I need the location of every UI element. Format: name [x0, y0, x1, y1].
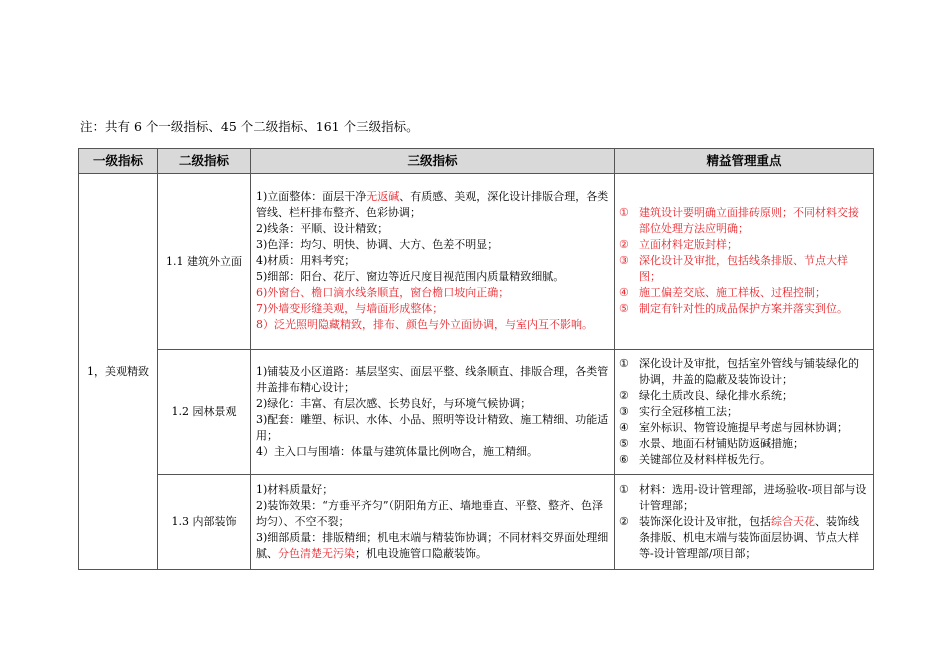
table-row — [79, 174, 874, 350]
level3-text: 3)配套：雕塑、标识、水体、小品、照明等设计精致、施工精细、功能适用； — [256, 412, 609, 442]
focus-item — [619, 237, 869, 253]
level3-item — [256, 444, 609, 460]
level3-text: 分色清楚无污染 — [278, 546, 355, 560]
item-number: ⑥ — [619, 452, 629, 466]
level3-text: 2)绿化：丰富、有层次感、长势良好，与环境气候协调； — [256, 396, 532, 410]
level3-text: 2)线条：平顺、设计精致； — [256, 222, 389, 235]
focus-cell — [615, 475, 874, 570]
focus-item — [619, 388, 869, 404]
level3-item — [256, 221, 609, 237]
item-number: ② — [619, 238, 629, 251]
focus-item — [619, 514, 869, 562]
level3-item — [256, 498, 609, 530]
level3-text: 、有质感、美观，深化设计排版合理，各类管线、栏杆排布整齐、色彩协调； — [256, 190, 609, 219]
focus-text: 关键部位及材料样板先行。 — [639, 452, 771, 466]
focus-item-text — [639, 452, 869, 468]
focus-text: 材料：选用-设计管理部，进场验收-项目部与设计管理部； — [639, 482, 867, 512]
focus-text: 、装饰线条排版、机电末端与装饰面层协调、节点大样等-设计管理部/项目部； — [639, 514, 859, 560]
level3-text: 3)色泽：均匀、明快、协调、大方、色差不明显； — [256, 238, 499, 251]
level3-text: 1)立面整体：面层干净 — [256, 190, 367, 203]
item-number: ③ — [619, 404, 629, 418]
level1-cell: 1，美观精致 — [79, 174, 158, 570]
item-number: ⑤ — [619, 436, 629, 450]
level3-cell — [251, 350, 615, 475]
header-level3: 三级指标 — [251, 149, 615, 174]
level3-item — [256, 530, 609, 562]
focus-cell — [615, 174, 874, 350]
table-row — [79, 350, 874, 475]
focus-item — [619, 253, 869, 285]
focus-text: 施工偏差交底、施工样板、过程控制； — [639, 286, 826, 299]
focus-item — [619, 436, 869, 452]
level3-item — [256, 396, 609, 412]
focus-text: 综合天花 — [771, 514, 815, 528]
focus-item — [619, 301, 869, 317]
item-number: ① — [619, 356, 629, 370]
level3-text: 3)细部质量：排版精细；机电末端与精装饰协调；不同材料交界面处理细腻、 — [256, 530, 609, 560]
focus-text: 室外标识、物管设施提早考虑与园林协调； — [639, 420, 848, 434]
focus-item-text — [639, 388, 869, 404]
level2-cell: 1.1 建筑外立面 — [158, 174, 251, 350]
focus-text: 深化设计及审批，包括线条排版、节点大样图； — [639, 254, 848, 283]
focus-item — [619, 452, 869, 468]
item-number: ① — [619, 482, 629, 496]
focus-text: 制定有针对性的成品保护方案并落实到位。 — [639, 302, 848, 315]
level3-item — [256, 482, 609, 498]
item-number: ③ — [619, 254, 629, 267]
level3-item — [256, 269, 609, 285]
focus-item-text — [639, 514, 869, 562]
level3-text: 5)细部：阳台、花厅、窗边等近尺度目视范围内质量精致细腻。 — [256, 270, 565, 283]
item-number: ① — [619, 206, 629, 219]
level3-text: 4）主入口与围墙：体量与建筑体量比例吻合，施工精细。 — [256, 444, 538, 458]
focus-item-text — [639, 420, 869, 436]
focus-item — [619, 285, 869, 301]
focus-item — [619, 482, 869, 514]
focus-text: 绿化土质改良、绿化排水系统； — [639, 388, 793, 402]
note-text: 注：共有 6 个一级指标、45 个二级指标、161 个三级指标。 — [80, 119, 419, 134]
focus-item — [619, 356, 869, 388]
level3-item — [256, 301, 609, 317]
level3-item — [256, 237, 609, 253]
focus-item — [619, 205, 869, 237]
item-number: ② — [619, 514, 629, 528]
focus-text: 水景、地面石材铺贴防返碱措施； — [639, 436, 804, 450]
level3-item — [256, 412, 609, 444]
level3-text: ；机电设施管口隐蔽装饰。 — [355, 546, 487, 560]
table-row — [79, 475, 874, 570]
focus-item-text — [639, 285, 869, 301]
level3-text: 7)外墙变形缝美观，与墙面形成整体； — [256, 302, 444, 315]
header-level1: 一级指标 — [79, 149, 158, 174]
level2-cell: 1.3 内部装饰 — [158, 475, 251, 570]
level3-text: 2)装饰效果：“方垂平齐匀”（阴阳角方正、墙地垂直、平整、整齐、色泽均匀）、不空不裂； — [256, 498, 604, 528]
focus-item — [619, 404, 869, 420]
level3-text: 4)材质：用料考究； — [256, 254, 356, 267]
focus-item-text — [639, 436, 869, 452]
level3-item — [256, 285, 609, 301]
focus-text: 深化设计及审批，包括室外管线与铺装绿化的协调，井盖的隐蔽及装饰设计； — [639, 356, 859, 386]
header-level2: 二级指标 — [158, 149, 251, 174]
table-header-row — [79, 149, 874, 174]
focus-text: 立面材料定版封样； — [639, 238, 738, 251]
level3-text: 8）泛光照明隐藏精致，排布、颜色与外立面协调，与室内互不影响。 — [256, 318, 593, 331]
level3-cell — [251, 174, 615, 350]
focus-text: 装饰深化设计及审批，包括 — [639, 514, 771, 528]
level3-cell — [251, 475, 615, 570]
focus-text: 实行全冠移植工法； — [639, 404, 738, 418]
item-number: ⑤ — [619, 302, 629, 315]
focus-cell — [615, 350, 874, 475]
level3-text: 1)铺装及小区道路：基层坚实、面层平整、线条顺直、排版合理，各类管井盖排布精心设计； — [256, 364, 609, 394]
level3-text: 无返碱 — [366, 190, 400, 203]
level3-item — [256, 317, 609, 333]
level3-text: 6)外窗台、檐口滴水线条顺直，窗台檐口坡向正确； — [256, 286, 510, 299]
focus-item-text — [639, 356, 869, 388]
level3-item — [256, 189, 609, 221]
focus-item-text — [639, 404, 869, 420]
focus-item — [619, 420, 869, 436]
item-number: ④ — [619, 286, 629, 299]
indicator-table — [78, 148, 874, 570]
level3-item — [256, 364, 609, 396]
level3-item — [256, 253, 609, 269]
level2-cell: 1.2 园林景观 — [158, 350, 251, 475]
focus-item-text — [639, 253, 869, 285]
header-focus: 精益管理重点 — [615, 149, 874, 174]
item-number: ④ — [619, 420, 629, 434]
focus-item-text — [639, 482, 869, 514]
level3-text: 1)材料质量好； — [256, 482, 334, 496]
focus-text: 建筑设计要明确立面排砖原则；不同材料交接部位处理方法应明确； — [639, 206, 859, 235]
item-number: ② — [619, 388, 629, 402]
focus-item-text — [639, 205, 869, 237]
focus-item-text — [639, 301, 869, 317]
focus-item-text — [639, 237, 869, 253]
